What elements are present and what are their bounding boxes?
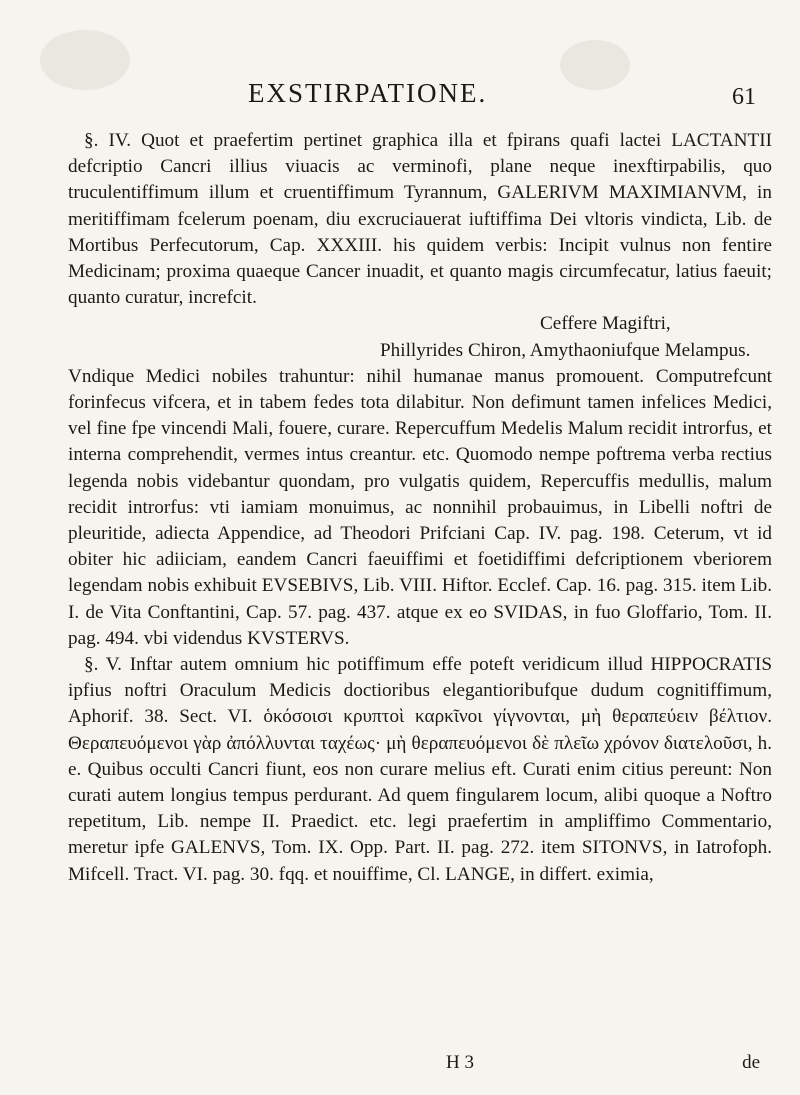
page-number: 61 <box>732 84 756 110</box>
running-head <box>0 78 800 118</box>
catchword: de <box>742 1052 760 1073</box>
verse-line-2: Phillyrides Chiron, Amythaoniufque Melampus. <box>380 339 751 361</box>
paragraph-iv: §. IV. Quot et praefertim pertinet graphica illa et fpirans quafi lactei LACTANTII defcriptio Cancri illius viuacis ac verminofi, plane neque inexftirpabilis, quo truculentiffimum illum et cruentiffimum Tyrannum, GALERIVM MAXIMIANVM, in meritiffimam fcelerum poenam, diu excruciauerat iuftiffima Dei vltoris vindicta, Lib. de Mortibus Perfecutorum, Cap. XXXIII. his quidem verbis: Incipit vulnus non fentire Medicinam; proxima quaeque Cancer inuadit, et quanto magis circumfecatur, latius faeuit; quanto curatur, increfcit. <box>68 130 772 309</box>
verse-line-1: Ceffere Magiftri, <box>540 313 671 335</box>
signature-mark: H 3 <box>446 1052 474 1073</box>
body-text <box>68 128 772 888</box>
running-title: EXSTIRPATIONE. <box>248 78 488 108</box>
paragraph-v: §. V. Inftar autem omnium hic potiffimum effe poteft veridicum illud HIPPOCRATIS ipfius noftri Oraculum Medicis doctioribus elegantioribufque dudum cognitiffimum, Aphorif. 38. Sect. VI. ὁκόσοισι κρυπτοὶ καρκῖνοι γίγνονται, μὴ θεραπεύειν βέλτιον. Θεραπευόμενοι γὰρ ἀπόλλυνται ταχέως· μὴ θεραπευόμενοι δὲ πλεῖω χρόνον διατελοῦσι, h. e. Quibus occulti Cancri fiunt, eos non curare melius eft. Curati enim citius pereunt: Non curati autem longius tempus perdurant. Ad quem fingularem locum, alibi quoque a Noftro repetitum, Lib. nempe II. Praedict. etc. legi praefertim in ampliffimo Commentario, meretur ipfe GALENVS, Tom. IX. Opp. Part. II. pag. 272. item SITONVS, in Iatrofoph. Mifcell. Tract. VI. pag. 30. fqq. et nouiffime, Cl. LANGE, in differt. eximia, <box>68 654 772 885</box>
paragraph-continued: Vndique Medici nobiles trahuntur: nihil humanae manus promouent. Computrefcunt forinfecus vifcera, et in tabem fedes tota dilabitur. Non defimunt tamen infelices Medici, vel fine fpe vincendi Mali, fouere, curare. Repercuffum Medelis Malum recidit introrfus, et interna comprehendit, vermes intus creantur. etc. Quomodo nempe poftrema verba rectius legenda nobis videbantur quondam, pro vulgatis quidem, Repercuffis medullis, malum recidit introrfus: vti iamiam monuimus, ac nonnihil probauimus, in Libelli noftri de pleuritide, adiecta Appendice, ad Theodori Prifciani Cap. IV. pag. 198. Ceterum, vt id obiter hic adiiciam, eandem Cancri faeuiffimi et foetidiffimi defcriptionem vberiorem legendam nobis exhibuit EVSEBIVS, Lib. VIII. Hiftor. Ecclef. Cap. 16. pag. 315. item Lib. I. de Vita Conftantini, Cap. 57. pag. 437. atque ex eo SVIDAS, in fuo Gloffario, Tom. II. pag. 494. vbi videndus KVSTERVS. <box>68 365 772 649</box>
catchline <box>0 1052 800 1082</box>
